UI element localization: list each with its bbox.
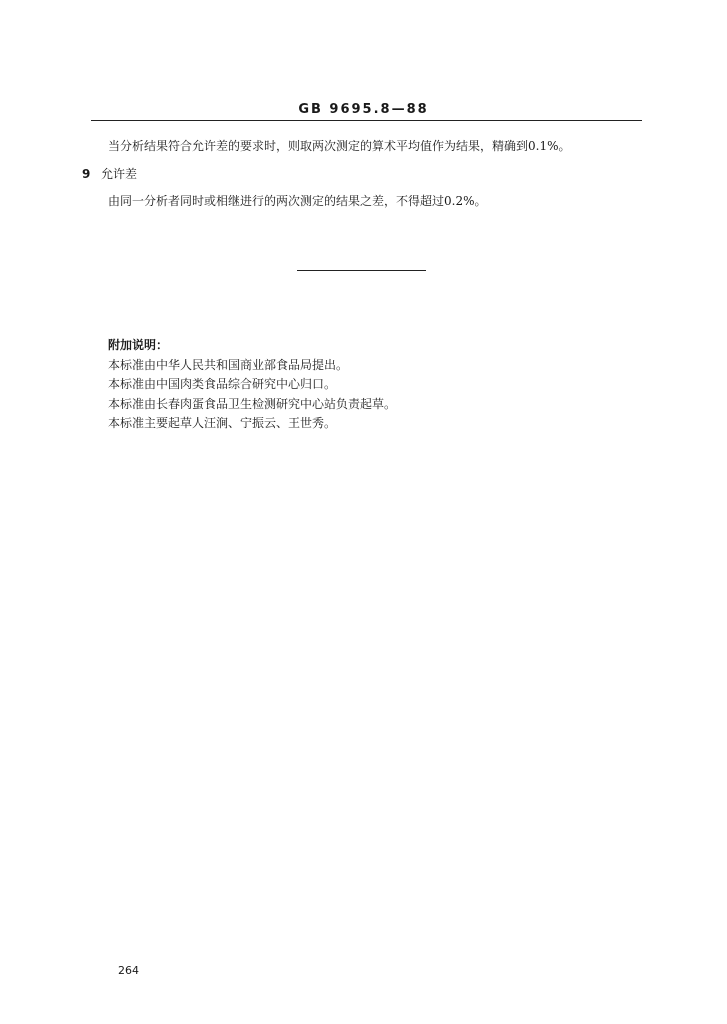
notes-title: 附加说明：	[108, 338, 169, 352]
section-title: 允许差	[101, 167, 138, 181]
end-of-text-rule	[297, 270, 426, 271]
section-number: 9	[82, 167, 91, 181]
header-rule	[91, 120, 642, 121]
note-line: 本标准由长春肉蛋食品卫生检测研究中心站负责起草。	[108, 396, 397, 411]
note-line: 本标准由中国肉类食品综合研究中心归口。	[108, 377, 337, 391]
tolerance-paragraph: 由同一分析者同时或相继进行的两次测定的结果之差，不得超过0.2%。	[108, 194, 487, 208]
result-paragraph: 当分析结果符合允许差的要求时，则取两次测定的算术平均值作为结果，精确到0.1%。	[108, 139, 571, 153]
note-line: 本标准主要起草人汪涧、宁振云、王世秀。	[108, 416, 337, 430]
standard-code-header: GB 9695.8—88	[298, 102, 429, 117]
page-number: 264	[118, 964, 139, 977]
note-line: 本标准由中华人民共和国商业部食品局提出。	[108, 357, 349, 372]
additional-notes	[108, 336, 396, 434]
